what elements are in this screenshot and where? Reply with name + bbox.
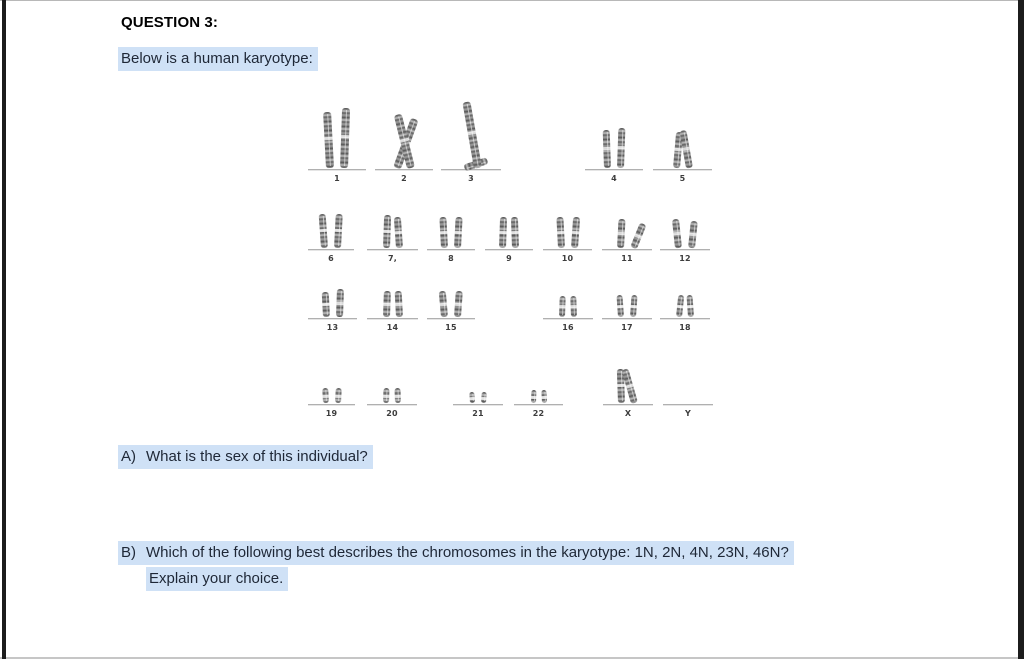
chromosome [616, 295, 624, 317]
chromosome-pair [427, 217, 475, 248]
chromosome-pair [367, 388, 417, 403]
chromosome-label: 7, [387, 254, 397, 263]
chromosome [531, 390, 536, 403]
intro-text: Below is a human karyotype: [118, 47, 318, 71]
chromosome-pair [585, 128, 643, 168]
chromosome-label: 4 [611, 174, 617, 183]
chromosome [319, 214, 328, 248]
karyotype-group-10 [543, 249, 592, 263]
chromosome [688, 221, 698, 249]
chromosome-pair [603, 368, 653, 403]
chromosome-label: 1 [334, 174, 340, 183]
chromosome [322, 388, 329, 403]
chromosome [617, 128, 625, 168]
chromosome-pair [308, 214, 354, 248]
question-a-highlight [118, 445, 373, 469]
chromosome [383, 388, 390, 403]
chromosome-pair [367, 291, 418, 317]
chromosome [617, 219, 626, 248]
karyotype-group-13 [308, 318, 357, 332]
karyotype-group-11 [602, 249, 652, 263]
chromosome-pair [602, 219, 652, 248]
chromosome [323, 112, 334, 168]
chromosome-label: 2 [401, 174, 407, 183]
chromosome-label: 6 [328, 254, 334, 263]
chromosome [686, 295, 694, 317]
karyotype-group-19 [308, 404, 355, 418]
chromosome-pair [308, 108, 366, 168]
chromosome [679, 130, 692, 169]
chromosome-label: 12 [679, 254, 691, 263]
chromosome [672, 219, 682, 249]
chromosome [630, 295, 638, 317]
chromosome-label: 14 [386, 323, 399, 332]
karyotype-group-5 [653, 169, 712, 183]
chromosome-pair [375, 113, 433, 168]
chromosome-label: 15 [445, 323, 457, 332]
chromosome [630, 223, 646, 250]
chromosome [481, 392, 487, 403]
chromosome-label: 5 [679, 174, 686, 183]
chromosome [499, 217, 507, 248]
chromosome [394, 114, 415, 169]
page-top-border [0, 0, 1024, 1]
chromosome-label: Y [685, 409, 691, 418]
chromosome [334, 214, 343, 248]
karyotype-group-15 [427, 318, 475, 332]
chromosome [336, 289, 344, 317]
chromosome-label: 11 [621, 254, 633, 263]
chromosome-label: 10 [561, 254, 574, 263]
chromosome [556, 217, 565, 248]
karyotype-group-20 [367, 404, 417, 418]
chromosome [335, 388, 342, 403]
karyotype-group-14 [367, 318, 418, 332]
karyotype-group-1 [308, 169, 366, 183]
chromosome-label: 17 [621, 323, 633, 332]
chromosome [511, 217, 519, 248]
karyotype-group-18 [660, 318, 710, 332]
chromosome-label: 13 [326, 323, 339, 332]
karyotype-group-X [603, 404, 653, 418]
chromosome [321, 292, 329, 317]
chromosome [541, 390, 547, 403]
question-a-letter: A) [121, 448, 136, 465]
karyotype-group-3 [441, 169, 501, 183]
chromosome-label: 21 [472, 409, 484, 418]
page-left-border [2, 0, 6, 659]
chromosome-pair [653, 130, 712, 168]
chromosome-label: 8 [448, 254, 454, 263]
chromosome [462, 101, 482, 168]
karyotype-group-17 [602, 318, 652, 332]
chromosome-pair [543, 217, 592, 248]
chromosome [340, 108, 350, 168]
chromosome [383, 291, 391, 317]
chromosome-label: 3 [468, 174, 474, 183]
karyotype-group-16 [543, 318, 593, 332]
chromosome-pair [543, 296, 593, 317]
chromosome-label: 16 [562, 323, 574, 332]
karyotype-group-2 [375, 169, 433, 183]
chromosome [617, 369, 625, 403]
chromosome [603, 130, 611, 168]
question-b-letter: B) [121, 544, 136, 561]
chromosome [393, 217, 402, 248]
page-right-border [1018, 0, 1024, 659]
chromosome [454, 217, 463, 248]
chromosome [571, 217, 580, 248]
chromosome [621, 368, 637, 404]
karyotype-group-4 [585, 169, 643, 183]
karyotype-group-9 [485, 249, 533, 263]
karyotype-group-8 [427, 249, 475, 263]
karyotype-group-Y [663, 404, 713, 418]
chromosome-label: 20 [386, 409, 398, 418]
chromosome [439, 217, 448, 248]
karyotype-group-6 [308, 249, 354, 263]
chromosome [394, 291, 402, 317]
chromosome [394, 388, 401, 403]
chromosome [559, 296, 566, 317]
chromosome [463, 157, 488, 171]
chromosome-pair [427, 291, 475, 317]
chromosome-pair [660, 295, 710, 317]
intro-line [118, 50, 318, 67]
chromosome [439, 291, 448, 318]
chromosome-label: 22 [532, 409, 545, 418]
chromosome-pair [485, 217, 533, 248]
chromosome-pair [308, 388, 355, 403]
chromosome [673, 132, 683, 168]
question-b-line1 [118, 544, 794, 561]
chromosome-pair [602, 295, 652, 317]
chromosome-label: 19 [325, 409, 338, 418]
chromosome [469, 392, 475, 403]
chromosome [393, 118, 418, 170]
chromosome-label: 9 [506, 254, 512, 263]
karyotype-group-12 [660, 249, 710, 263]
chromosome-label: 18 [679, 323, 691, 332]
question-a-line [118, 448, 373, 465]
question-b-line2 [146, 570, 288, 587]
chromosome-pair [660, 219, 710, 248]
karyotype-group-7 [367, 249, 418, 263]
chromosome-pair [441, 101, 501, 168]
question-a-text: What is the sex of this individual? [146, 448, 368, 465]
chromosome [454, 291, 463, 317]
chromosome [570, 296, 577, 317]
chromosome-label: X [624, 409, 632, 418]
karyotype-group-22 [514, 404, 563, 418]
chromosome-pair [308, 289, 357, 317]
question-b-highlight [118, 541, 794, 565]
chromosome [383, 215, 391, 248]
chromosome-pair [514, 390, 563, 403]
question-b-text: Which of the following best describes the chromosomes in the karyotype: 1N, 2N, 4N, 23N, 46N? [146, 544, 789, 561]
chromosome-pair [453, 392, 503, 403]
question-b-line2-highlight: Explain your choice. [146, 567, 288, 591]
karyotype-group-21 [453, 404, 503, 418]
chromosome [676, 295, 684, 318]
chromosome-pair [367, 215, 418, 248]
question-title: QUESTION 3: [121, 14, 218, 31]
